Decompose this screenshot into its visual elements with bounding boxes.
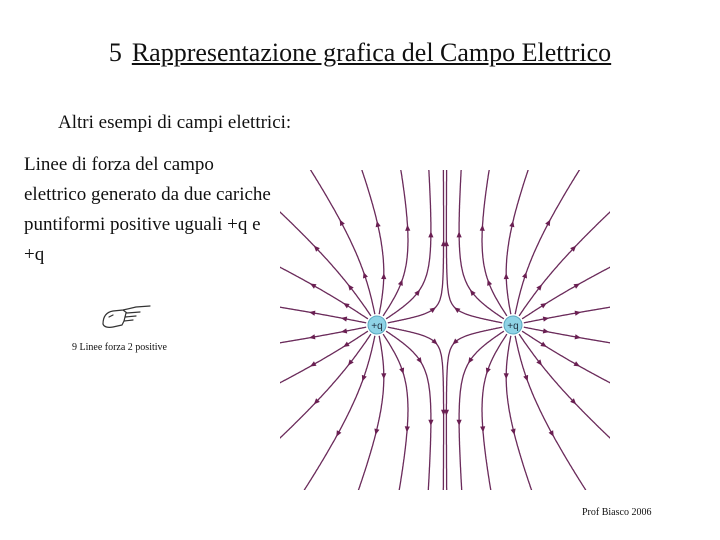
- charge-right-label: +q: [507, 321, 519, 332]
- slide-title: [0, 38, 720, 68]
- field-arrow: [399, 368, 406, 375]
- field-arrow: [428, 420, 433, 426]
- field-line: [519, 207, 610, 316]
- field-arrow: [334, 430, 341, 438]
- description-line: elettrico generato da due cariche: [24, 184, 271, 205]
- field-line: [446, 170, 502, 323]
- field-arrow: [309, 361, 317, 368]
- field-line: [357, 336, 384, 490]
- description-line: Linee di forza del campo: [24, 154, 214, 175]
- field-arrow: [405, 225, 410, 231]
- field-arrow: [504, 273, 509, 279]
- field-arrow: [540, 301, 548, 309]
- field-arrow: [545, 218, 552, 226]
- field-arrow: [480, 225, 485, 231]
- field-line: [280, 334, 371, 443]
- field-line: [388, 170, 444, 323]
- field-line: [522, 331, 610, 385]
- pointing-hand-icon[interactable]: [100, 300, 152, 332]
- field-line: [360, 170, 384, 314]
- field-lines-diagram: [280, 170, 610, 490]
- field-arrow: [360, 375, 367, 382]
- field-arrow: [404, 426, 410, 432]
- slide-title-link[interactable]: Rappresentazione grafica del Campo Elettrico: [131, 38, 612, 67]
- field-arrow: [549, 430, 556, 438]
- field-arrow: [540, 342, 548, 350]
- field-arrow: [416, 357, 424, 365]
- field-line: [280, 207, 371, 316]
- slide-subtitle: Altri esempi di campi elettrici:: [58, 112, 292, 133]
- link-caption[interactable]: 9 Linee forza 2 positive: [72, 342, 167, 353]
- field-arrow: [480, 426, 486, 432]
- field-arrow: [504, 373, 509, 379]
- field-line: [519, 334, 610, 443]
- slide-number: 5: [108, 38, 122, 67]
- field-arrow: [574, 361, 582, 368]
- field-line: [506, 336, 533, 490]
- field-line: [446, 327, 502, 490]
- description-line: +q: [24, 244, 45, 265]
- field-line: [308, 170, 375, 314]
- field-arrow: [466, 357, 474, 365]
- field-arrows: [309, 218, 582, 438]
- description: [24, 150, 304, 270]
- charge-left: [368, 316, 386, 334]
- field-line: [383, 170, 408, 316]
- field-arrow: [398, 278, 405, 285]
- field-arrow: [381, 373, 386, 379]
- field-arrow: [574, 281, 582, 288]
- field-arrow: [361, 271, 368, 278]
- field-line: [280, 265, 368, 319]
- field-arrow: [342, 342, 350, 350]
- field-line: [482, 334, 507, 490]
- field-line: [280, 331, 368, 385]
- charge-left-label: +q: [371, 321, 383, 332]
- field-arrow: [337, 218, 344, 226]
- field-arrow: [484, 368, 491, 375]
- footer-credit: Prof Biasco 2006: [582, 507, 652, 518]
- field-arrow: [309, 281, 317, 288]
- field-line: [383, 334, 408, 490]
- charge-right: [504, 316, 522, 334]
- field-arrow: [342, 301, 350, 309]
- field-arrow: [485, 278, 492, 285]
- field-line: [301, 336, 375, 490]
- field-arrow: [381, 273, 386, 279]
- field-line: [506, 170, 530, 314]
- field-arrow: [456, 231, 461, 237]
- field-arrow: [523, 375, 530, 382]
- field-arrow: [428, 231, 433, 237]
- field-line: [515, 336, 589, 490]
- field-line: [388, 327, 444, 490]
- field-lines: [280, 170, 610, 490]
- field-line: [482, 170, 507, 316]
- description-line: puntiformi positive uguali +q e: [24, 214, 261, 235]
- field-line: [522, 265, 610, 319]
- field-line: [515, 170, 582, 314]
- field-arrow: [456, 420, 461, 426]
- field-arrow: [522, 271, 529, 278]
